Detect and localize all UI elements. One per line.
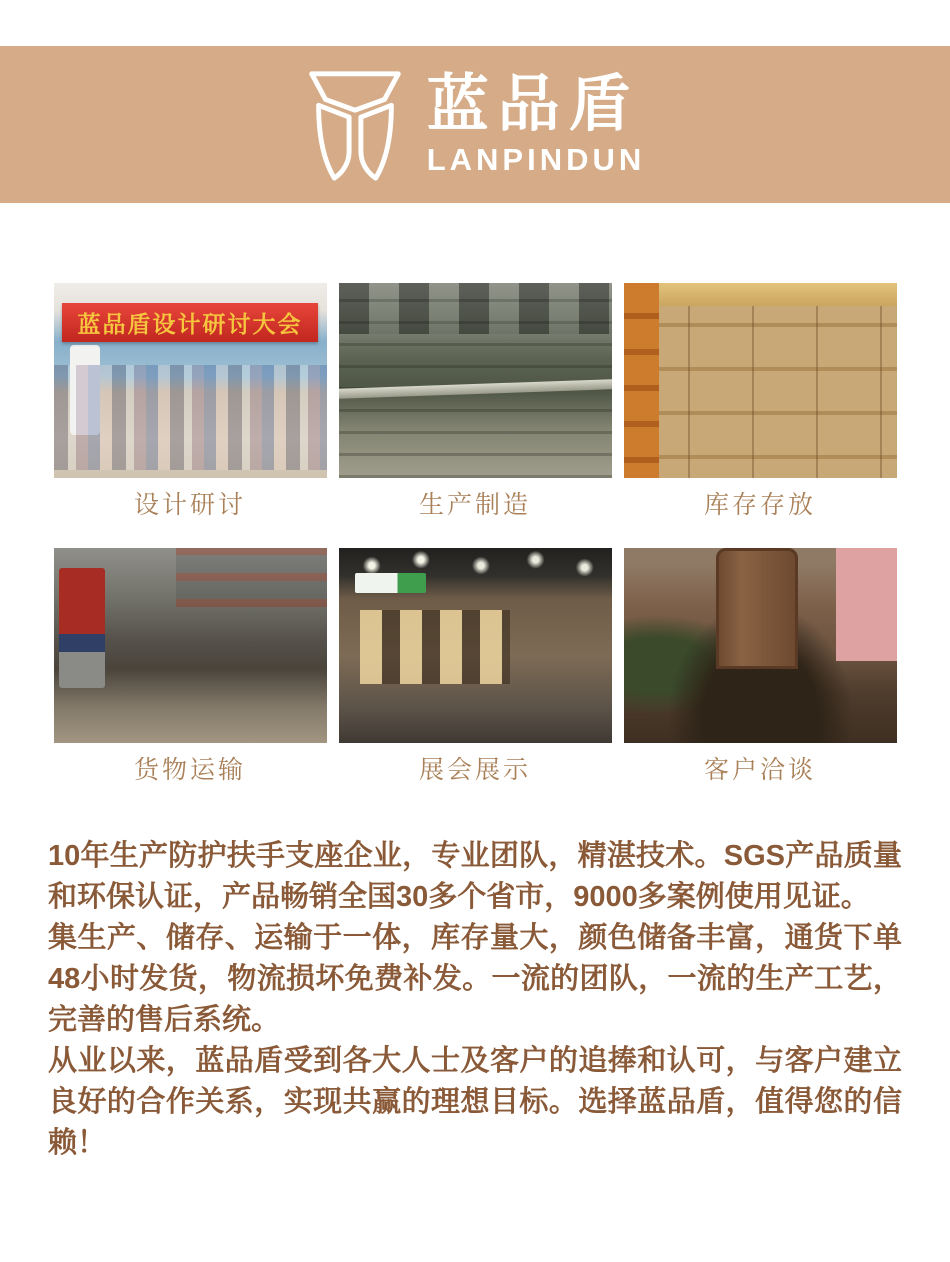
- photo-warehouse-stock: [624, 283, 897, 478]
- brand-band: [0, 46, 950, 203]
- brand-name-cn: 蓝品盾: [426, 70, 640, 139]
- shield-logo-icon: [305, 64, 405, 186]
- photo-exhibition-booth: [339, 548, 612, 743]
- intro-paragraph-2: 集生产、储存、运输于一体，库存量大，颜色储备丰富，通货下单48小时发货，物流损坏免费补发。一流的团队，一流的生产工艺，完善的售后系统。: [48, 922, 902, 1036]
- seminar-banner-text: 蓝品盾设计研讨大会: [77, 310, 303, 337]
- photo-caption: 生产制造: [418, 491, 531, 519]
- brand-name-en: LANPINDUN: [426, 142, 646, 177]
- photo-caption: 库存存放: [703, 491, 816, 519]
- gallery-item: [54, 548, 327, 783]
- brand-wordmark: [426, 70, 646, 177]
- company-intro-text: [48, 836, 902, 1164]
- company-photo-gallery: [54, 283, 897, 783]
- gallery-item: [624, 283, 897, 518]
- gallery-item: [624, 548, 897, 783]
- gallery-item: [339, 283, 612, 518]
- photo-caption: 货物运输: [133, 756, 246, 784]
- photo-client-meeting: [624, 548, 897, 743]
- brand-logo: [305, 64, 646, 186]
- photo-design-seminar: [54, 283, 327, 478]
- photo-production-workshop: [339, 283, 612, 478]
- gallery-item: [54, 283, 327, 518]
- photo-caption: 客户洽谈: [703, 756, 816, 784]
- photo-caption: 展会展示: [418, 756, 531, 784]
- seminar-banner: [62, 303, 319, 342]
- photo-cargo-loading: [54, 548, 327, 743]
- intro-paragraph-3: 从业以来，蓝品盾受到各大人士及客户的追捧和认可，与客户建立良好的合作关系，实现共赢的理想目标。选择蓝品盾，值得您的信赖！: [48, 1045, 902, 1159]
- gallery-item: [339, 548, 612, 783]
- intro-paragraph-1: 10年生产防护扶手支座企业，专业团队，精湛技术。SGS产品质量和环保认证，产品畅销全国30多个省市，9000多案例使用见证。: [48, 840, 902, 913]
- photo-caption: 设计研讨: [133, 491, 246, 519]
